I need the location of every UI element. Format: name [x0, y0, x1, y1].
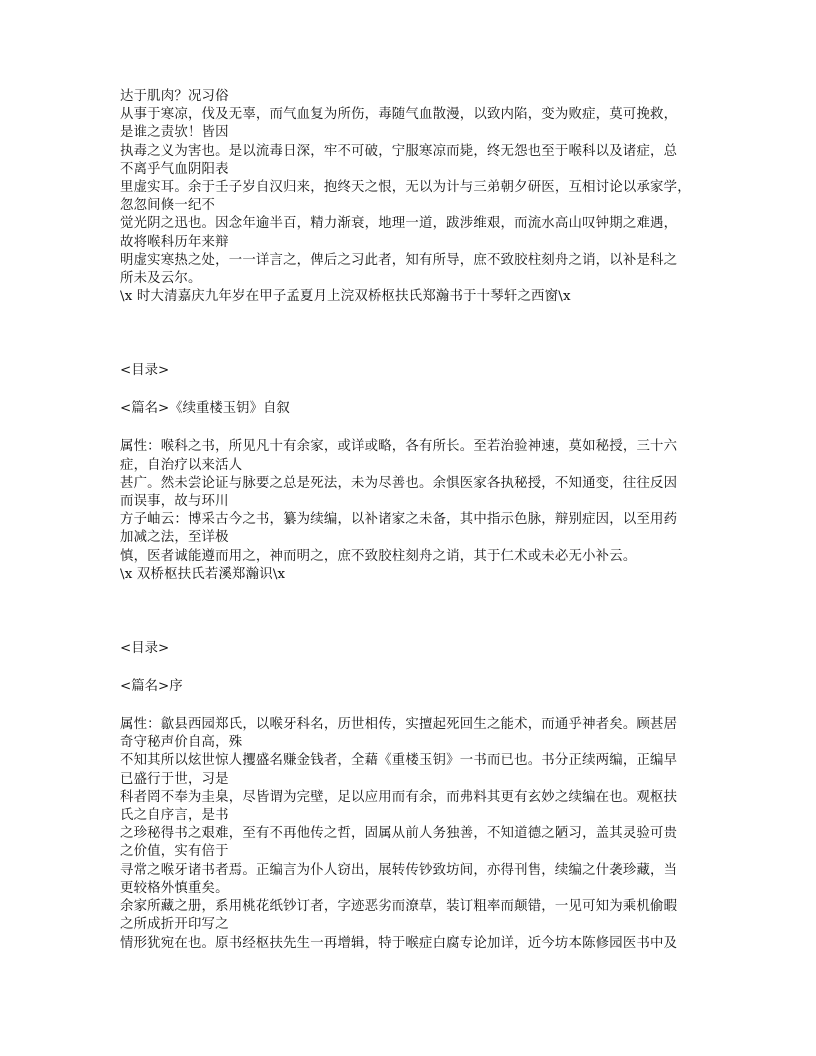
text-line: 科者罔不奉为圭臬，尽皆谓为完壁，足以应用而有余，而弗料其更有玄妙之续编在也。观枢扶: [120, 789, 678, 805]
document-page: [120, 88, 700, 953]
text-line: 奇守秘声价自高，殊: [120, 735, 243, 751]
text-line: 更较格外慎重矣。: [120, 880, 229, 896]
text-line: 而误事，故与环川: [120, 494, 229, 510]
text-line: 甚广。然未尝论证与脉要之总是死法，未为尽善也。余惧医家各执秘授，不知通变，往往反因: [120, 475, 678, 491]
text-line: 故将喉科历年来辩: [120, 234, 229, 250]
text-line: 所未及云尔。: [120, 271, 202, 287]
text-line: 属性：喉科之书，所见凡十有余家，或详或略，各有所长。至若治验神速，莫如秘授，三十六: [120, 439, 678, 455]
chapter-title: <篇名>《续重楼玉钥》自叙: [120, 401, 290, 417]
text-line: 之价值，实有倍于: [120, 844, 229, 860]
text-line: 之珍秘得书之艰难，至有不再他传之哲，固属从前人务独善，不知道德之陋习，盖其灵验可贵: [120, 826, 678, 842]
section-preface: [120, 640, 700, 953]
text-line: 达于肌肉？况习俗: [120, 89, 229, 104]
text-line: 从事于寒凉，伐及无辜，而气血复为所伤，毒随气血散漫，以致内陷，变为败症，莫可挽救，: [120, 107, 678, 123]
text-line: 不离乎气血阴阳表: [120, 161, 229, 177]
signature-line: \x 时大清嘉庆九年岁在甲子孟夏月上浣双桥枢扶氏郑瀚书于十琴轩之西窗\x: [120, 289, 571, 305]
text-line: 不知其所以炫世惊人攫盛名赚金钱者，全藉《重楼玉钥》一书而已也。书分正续两编，正编早: [120, 753, 678, 769]
text-line: 余家所藏之册，系用桃花纸钞订者，字迹恶劣而潦草，装订粗率而颠错，一见可知为乘机偷暇: [120, 899, 678, 915]
text-line: 加减之法，至详极: [120, 530, 229, 546]
text-line: 里虚实耳。余于壬子岁自汉归来，抱终天之恨，无以为计与三弟朝夕研医，互相讨论以承家学，: [120, 180, 691, 196]
text-line: 之所成折开印写之: [120, 917, 229, 933]
text-line: 已盛行于世，习是: [120, 771, 229, 787]
text-line: 属性：歙县西园郑氏，以喉牙科名，历世相传，实擅起死回生之能术，而通乎神者矣。顾甚居: [120, 717, 678, 733]
toc-marker: <目录>: [120, 363, 170, 379]
text-line: 情形犹宛在也。原书经枢扶先生一再增辑，特于喉症白腐专论加详，近今坊本陈修园医书中及: [120, 935, 678, 951]
text-line: 慎，医者诚能遵而用之，神而明之，庶不致胶柱刻舟之诮，其于仁术或未必无小补云。: [120, 548, 637, 564]
text-line: 氏之自序言，是书: [120, 808, 229, 824]
text-line: 症，自治疗以来活人: [120, 457, 243, 473]
section-preface-end: [120, 88, 700, 306]
text-line: 觉光阴之迅也。因念年逾半百，精力渐衰，地理一道，跋涉维艰，而流水高山叹钟期之难遇，: [120, 216, 678, 232]
signature-line: \x 双桥枢扶氏若溪郑瀚识\x: [120, 566, 286, 582]
text-line: 忽忽间倏一纪不: [120, 198, 216, 214]
section-self-preface: [120, 362, 700, 584]
toc-marker: <目录>: [120, 641, 170, 657]
text-line: 是谁之责欤！皆因: [120, 125, 229, 141]
text-line: 明虚实寒热之处，一一详言之，俾后之习此者，知有所导，庶不致胶柱刻舟之诮，以补是科之: [120, 252, 678, 268]
chapter-title: <篇名>序: [120, 679, 183, 695]
text-line: 方子岫云：博采古今之书，纂为续编，以补诸家之未备，其中指示色脉，辩别症因，以至用药: [120, 512, 678, 528]
text-line: 寻常之喉牙诸书者焉。正编言为仆人窃出，展转传钞致坊间，亦得刊售，续编之什袭珍藏，当: [120, 862, 678, 878]
text-line: 执毒之义为害也。是以流毒日深，牢不可破，宁服寒凉而毙，终无怨也至于喉科以及诸症，总: [120, 143, 678, 159]
